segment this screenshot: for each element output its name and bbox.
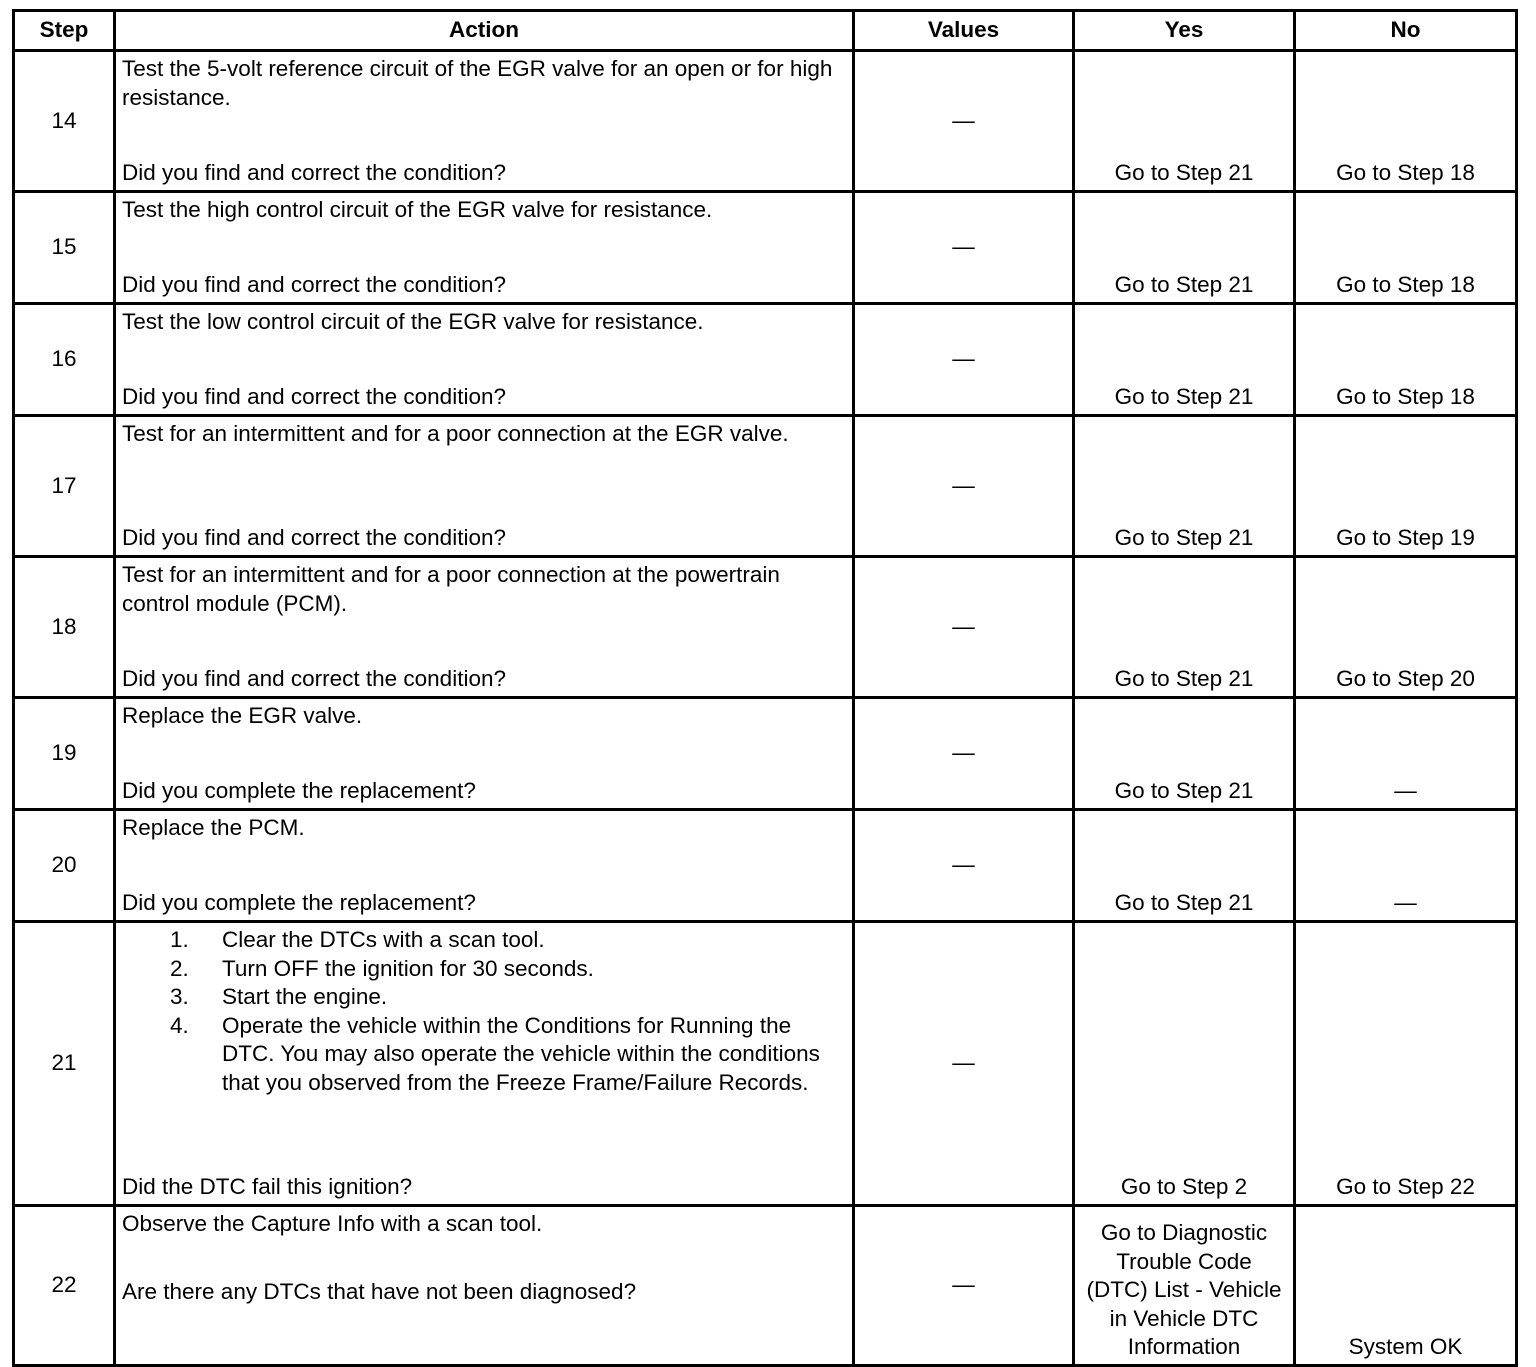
no-cell: Go to Step 19 [1295, 416, 1517, 557]
action-cell [115, 192, 854, 304]
action-text: Test the 5-volt reference circuit of the EGR valve for an open or for high resistance. [122, 56, 833, 110]
action-cell [115, 698, 854, 810]
list-item-number: 3. [170, 984, 189, 1010]
action-question: Are there any DTCs that have not been diagnosed? [122, 1278, 637, 1304]
step-number: 15 [14, 192, 115, 304]
header-no: No [1295, 11, 1517, 51]
table-row [14, 192, 1517, 304]
step-number: 21 [14, 922, 115, 1206]
yes-cell: Go to Step 21 [1074, 192, 1295, 304]
action-question: Did the DTC fail this ignition? [122, 1174, 413, 1200]
list-item-text: Operate the vehicle within the Conditions for Running the DTC. You may also operate the vehicle within the conditions that you observed from the Freeze Frame/Failure Records. [222, 1012, 820, 1095]
values-cell: — [854, 698, 1074, 810]
step-number: 22 [14, 1206, 115, 1366]
action-cell [115, 810, 854, 922]
table-row [14, 304, 1517, 416]
table-row [14, 416, 1517, 557]
yes-cell: Go to Diagnostic Trouble Code (DTC) List - Vehicle in Vehicle DTC Information [1074, 1206, 1295, 1366]
list-item-text: Turn OFF the ignition for 30 seconds. [222, 955, 594, 981]
action-question: Did you find and correct the condition? [122, 384, 506, 410]
values-cell: — [854, 922, 1074, 1206]
action-cell [115, 51, 854, 192]
list-item [122, 926, 846, 955]
yes-cell: Go to Step 21 [1074, 304, 1295, 416]
yes-cell: Go to Step 21 [1074, 557, 1295, 698]
step-number: 17 [14, 416, 115, 557]
action-text: Replace the PCM. [122, 815, 305, 840]
header-values: Values [854, 11, 1074, 51]
header-row [14, 11, 1517, 51]
list-item [122, 955, 846, 984]
values-cell: — [854, 416, 1074, 557]
no-cell: System OK [1295, 1206, 1517, 1366]
list-item-text: Clear the DTCs with a scan tool. [222, 927, 545, 952]
list-item-number: 2. [170, 955, 189, 981]
header-action: Action [115, 11, 854, 51]
no-cell: — [1295, 698, 1517, 810]
action-text: Observe the Capture Info with a scan tool. [122, 1211, 543, 1236]
values-cell: — [854, 51, 1074, 192]
yes-cell: Go to Step 21 [1074, 416, 1295, 557]
list-item-text: Start the engine. [222, 984, 388, 1010]
list-item [122, 983, 846, 1012]
step-number: 18 [14, 557, 115, 698]
action-question: Did you find and correct the condition? [122, 160, 506, 186]
step-number: 14 [14, 51, 115, 192]
table-row [14, 922, 1517, 1206]
no-cell: — [1295, 810, 1517, 922]
action-question: Did you find and correct the condition? [122, 666, 506, 692]
list-item-number: 4. [170, 1012, 189, 1038]
header-step: Step [14, 11, 115, 51]
yes-cell: Go to Step 21 [1074, 51, 1295, 192]
yes-cell: Go to Step 2 [1074, 922, 1295, 1206]
action-question: Did you find and correct the condition? [122, 272, 506, 298]
step-number: 20 [14, 810, 115, 922]
action-cell [115, 557, 854, 698]
action-question: Did you complete the replacement? [122, 778, 476, 804]
no-cell: Go to Step 22 [1295, 922, 1517, 1206]
step-number: 16 [14, 304, 115, 416]
action-text: Test for an intermittent and for a poor connection at the powertrain control module (PCM). [122, 562, 780, 616]
table-row [14, 51, 1517, 192]
action-cell [115, 922, 854, 1206]
action-cell [115, 1206, 854, 1366]
table-row [14, 557, 1517, 698]
table-row [14, 810, 1517, 922]
action-question: Did you find and correct the condition? [122, 525, 506, 551]
yes-cell: Go to Step 21 [1074, 698, 1295, 810]
list-item-number: 1. [170, 927, 189, 952]
action-cell [115, 416, 854, 557]
yes-cell: Go to Step 21 [1074, 810, 1295, 922]
values-cell: — [854, 192, 1074, 304]
no-cell: Go to Step 18 [1295, 192, 1517, 304]
action-text: Test the high control circuit of the EGR valve for resistance. [122, 197, 713, 222]
action-text: Test the low control circuit of the EGR valve for resistance. [122, 309, 704, 334]
values-cell: — [854, 810, 1074, 922]
action-cell [115, 304, 854, 416]
header-yes: Yes [1074, 11, 1295, 51]
no-cell: Go to Step 18 [1295, 51, 1517, 192]
diagnostic-table [12, 9, 1518, 1367]
action-text: Test for an intermittent and for a poor connection at the EGR valve. [122, 421, 789, 446]
values-cell: — [854, 557, 1074, 698]
no-cell: Go to Step 18 [1295, 304, 1517, 416]
table-row [14, 1206, 1517, 1366]
step-number: 19 [14, 698, 115, 810]
values-cell: — [854, 304, 1074, 416]
no-cell: Go to Step 20 [1295, 557, 1517, 698]
values-cell: — [854, 1206, 1074, 1366]
list-item [122, 1012, 846, 1098]
procedure-list [122, 926, 846, 1098]
table-row [14, 698, 1517, 810]
action-question: Did you complete the replacement? [122, 890, 476, 916]
action-text: Replace the EGR valve. [122, 703, 363, 728]
